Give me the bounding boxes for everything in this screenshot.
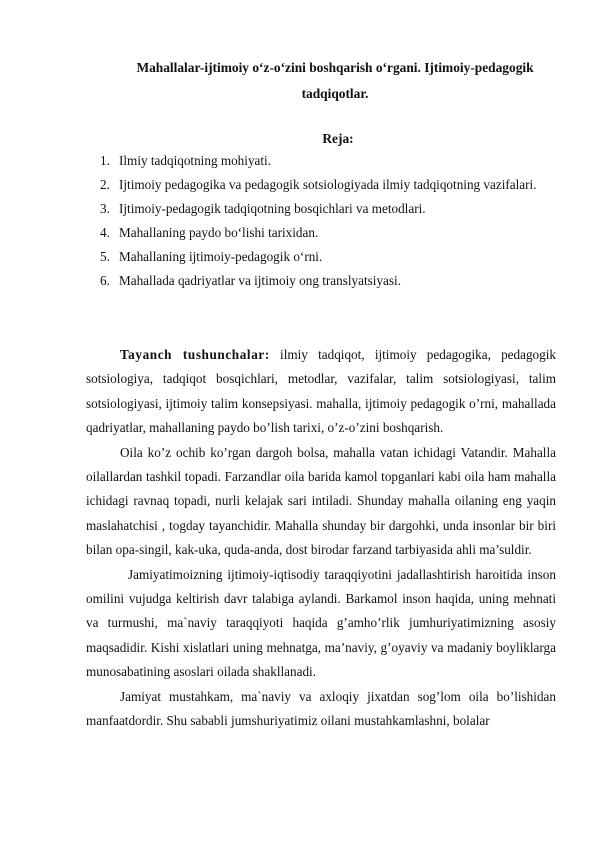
plan-item-text: Mahallada qadriyatlar va ijtimoiy ong translyatsiyasi. <box>119 273 401 288</box>
plan-item-number: 2. <box>100 177 110 192</box>
plan-item <box>86 221 556 245</box>
plan-item <box>86 245 556 269</box>
body-paragraph: Oila ko’z ochib ko’rgan dargoh bolsa, mahalla vatan ichidagi Vatandir. Mahalla oilallardan tashkil topadi. Farzandlar oila barida kamol topganlari kabi oila ham mahalla ichidagi ravnaq topadi, nurli kelajak sari intiladi. Shunday mahalla oilaning eng yaqin maslahatchisi , togday tayanchidir. Mahalla shunday bir dargohki, unda insonlar bir biri bilan opa-singil, kak-uka, quda-anda, dost birodar farzand tarbiyasida ahli ma’suldir. <box>86 444 556 558</box>
plan-item-number: 6. <box>100 273 110 288</box>
keywords-label: Tayanch tushunchalar: <box>120 347 270 362</box>
document-body <box>86 343 556 734</box>
body-paragraph: Jamiyatimoizning ijtimoiy-iqtisodiy taraqqiyotini jadallashtirish haroitida inson omilini vujudga keltirish davr talabiga aylandi. Barkamol inson haqida, uning mehnati va turmushi, ma`naviy taraqqiyoti haqida g’amho’rlik jumhuriyatimizning asosiy maqsadidir. Kishi xislatlari uning mehnatga, ma’naviy, g’oyaviy va madaniy boyliklarga munosabatining asoslari oilada shakllanadi. <box>86 566 556 680</box>
plan-item <box>86 269 556 293</box>
plan-item-number: 4. <box>100 225 110 240</box>
body-paragraph: Jamiyat mustahkam, ma`naviy va axloqiy jixatdan sog’lom oila bo’lishidan manfaatdordir. Shu sababli jumshuriyatimiz oilani mustahkamlashni, bolalar <box>86 688 556 729</box>
plan-item-number: 3. <box>100 201 110 216</box>
plan-item <box>86 149 556 173</box>
plan-heading: Reja: <box>322 131 354 146</box>
keywords-paragraph <box>86 343 556 441</box>
plan-item-text: Mahallaning paydo bo‘lishi tarixidan. <box>119 225 319 240</box>
document-title: Mahallalar-ijtimoiy o‘z-o‘zini boshqarish o‘rgani. Ijtimoiy-pedagogik tadqiqotlar. <box>136 60 534 101</box>
plan-item-text: Ilmiy tadqiqotning mohiyati. <box>119 153 272 168</box>
plan-item-text: Ijtimoiy pedagogika va pedagogik sotsiologiyada ilmiy tadqiqotning vazifalari. <box>119 177 537 192</box>
plan-item-number: 1. <box>100 153 110 168</box>
plan-item <box>86 173 556 197</box>
keywords-text: ilmiy tadqiqot, ijtimoiy pedagogika, pedagogik sotsiologiya, tadqiqot bosqichlari, metodlar, vazifalar, talim sotsiologiyasi, talim sotsiologiyasi, ijtimoiy talim konsepsiyasi. mahalla, ijtimoiy pedagogik o’rni, mahallada qadriyatlar, mahallaning paydo bo’lish tarixi, o’z-o’zini boshqarish. <box>86 347 556 436</box>
plan-item <box>86 197 556 221</box>
plan-item-number: 5. <box>100 249 110 264</box>
plan-item-text: Ijtimoiy-pedagogik tadqiqotning bosqichlari va metodlari. <box>119 201 426 216</box>
plan-item-text: Mahallaning ijtimoiy-pedagogik o‘rni. <box>119 249 323 264</box>
plan-list <box>86 149 556 293</box>
